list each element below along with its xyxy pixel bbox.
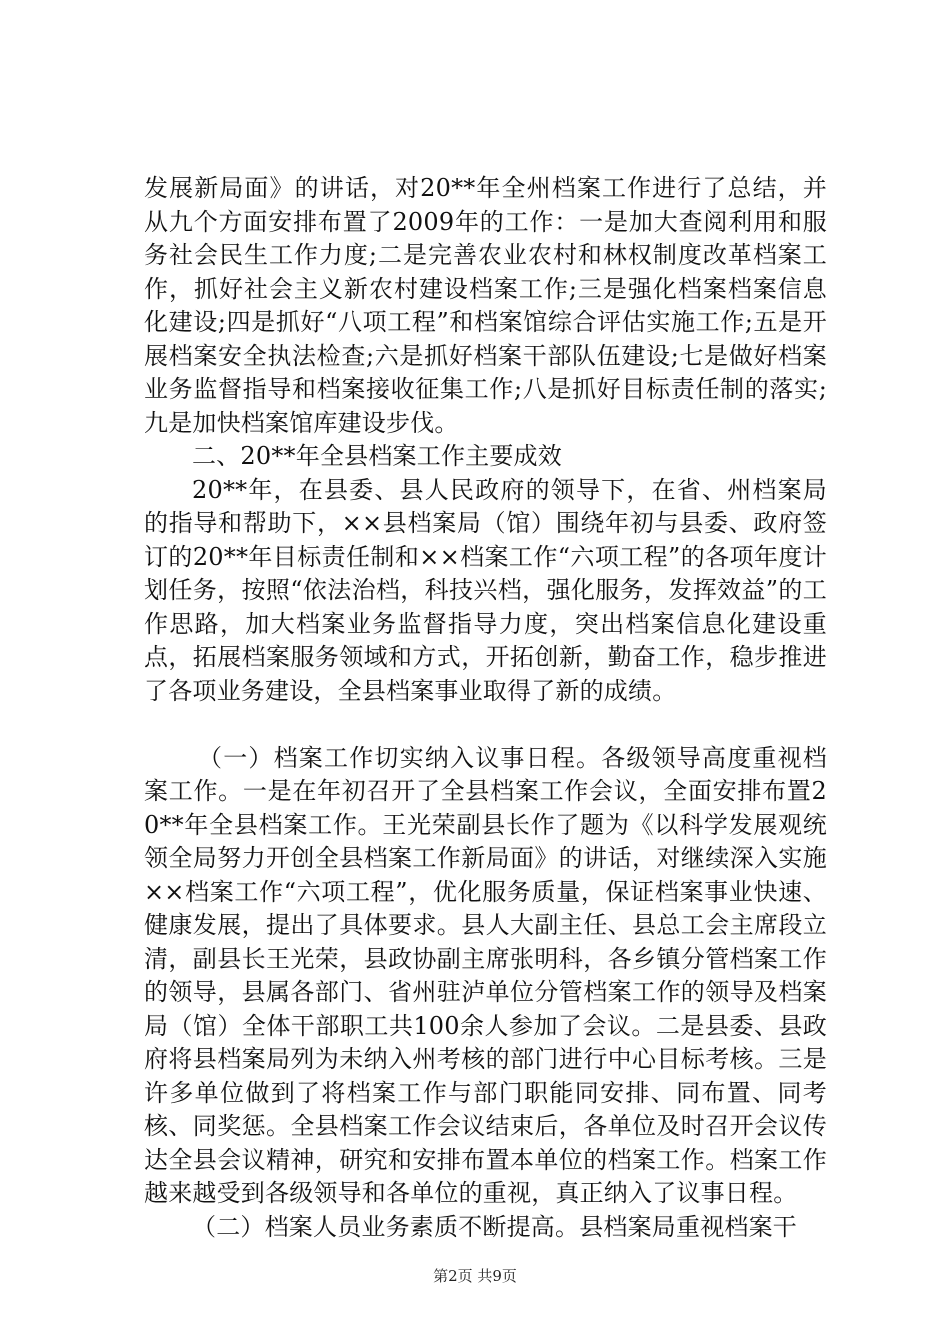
paragraph-item-two: （二）档案人员业务素质不断提高。县档案局重视档案干 — [192, 1212, 797, 1241]
paragraph-continuation: 发展新局面》的讲话，对20**年全州档案工作进行了总结，并从九个方面安排布置了2009年的工作：一是加大查阅利用和服务社会民生工作力度;二是完善农业农村和林权制度改革档案工作，抓好社会主义新农村建设档案工作;三是强化档案档案信息化建设;四是抓好“八项工程”和档案馆综合评估实施工作;五是开展档案安全执法检查;六是抓好档案干部队伍建设;七是做好档案业务监督指导和档案接收征集工作;八是抓好目标责任制的落实;九是加快档案馆库建设步伐。 — [144, 174, 827, 437]
paragraph-item-one: （一）档案工作切实纳入议事日程。各级领导高度重视档案工作。一是在年初召开了全县档案工作会议，全面安排布置20**年全县档案工作。王光荣副县长作了题为《以科学发展观统领全局努力开创全县档案工作新局面》的讲话，对继续深入实施××档案工作“六项工程”，优化服务质量，保证档案事业快速、健康发展，提出了具体要求。县人大副主任、县总工会主席段立清，副县长王光荣，县政协副主席张明科，各乡镇分管档案工作的领导，县属各部门、省州驻泸单位分管档案工作的领导及档案局（馆）全体干部职工共100余人参加了会议。二是县委、县政府将县档案局列为未纳入州考核的部门进行中心目标考核。三是许多单位做到了将档案工作与部门职能同安排、同布置、同考核、同奖惩。全县档案工作会议结束后，各单位及时召开会议传达全县会议精神，研究和安排布置本单位的档案工作。档案工作越来越受到各级领导和各单位的重视，真正纳入了议事日程。 — [144, 743, 827, 1207]
section-heading: 二、20**年全县档案工作主要成效 — [192, 442, 562, 470]
page-number-footer: 第2页 共9页 — [433, 1267, 517, 1285]
document-body — [144, 172, 827, 1244]
paragraph-achievements: 20**年，在县委、县人民政府的领导下，在省、州档案局的指导和帮助下，××县档案局（馆）围绕年初与县委、政府签订的20**年目标责任制和××档案工作“六项工程”的各项年度计划任务，按照“依法治档，科技兴档，强化服务，发挥效益”的工作思路，加大档案业务监督指导力度，突出档案信息化建设重点，拓展档案服务领域和方式，开拓创新，勤奋工作，稳步推进了各项业务建设，全县档案事业取得了新的成绩。 — [144, 475, 827, 705]
